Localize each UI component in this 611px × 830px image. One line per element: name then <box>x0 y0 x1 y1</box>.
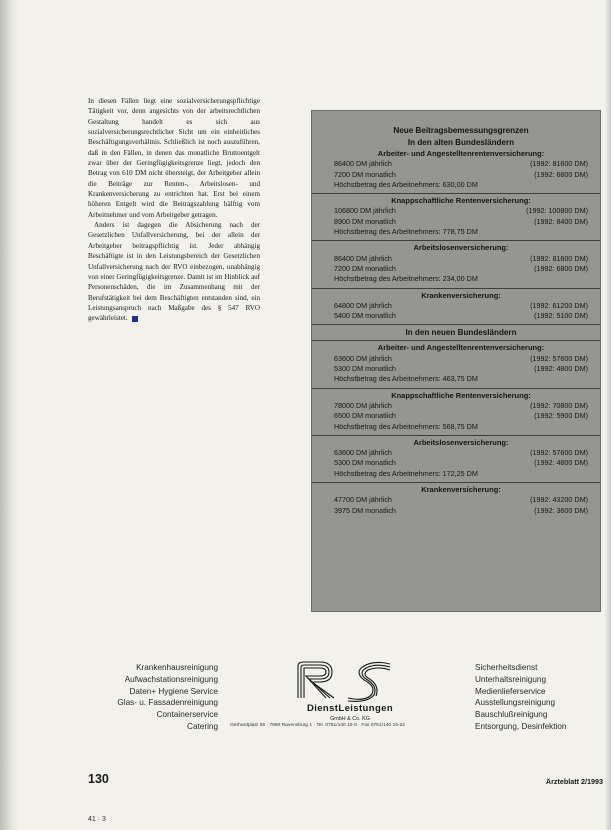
limit-value-previous: (1992: 6800 DM) <box>534 263 588 273</box>
limit-row <box>334 264 588 274</box>
limit-row <box>334 448 588 458</box>
region-divider <box>312 324 600 325</box>
ad-services-left <box>80 662 218 733</box>
contribution-limits-box <box>311 110 601 612</box>
limit-section <box>334 485 588 516</box>
limit-value-current: 3975 DM monatlich <box>334 505 396 515</box>
limit-value-previous: (1992: 43200 DM) <box>530 495 588 505</box>
ad-service-item: Aufwachstationsreinigung <box>124 674 218 684</box>
advertisement <box>80 656 605 746</box>
ad-brand-name: DienstLeistungen <box>306 703 394 714</box>
limit-row <box>334 170 588 180</box>
limit-value-previous: (1992: 3600 DM) <box>534 505 588 515</box>
limit-row <box>334 206 588 216</box>
limit-row <box>334 354 588 364</box>
ad-service-item: Catering <box>187 721 218 731</box>
limit-section <box>334 343 588 384</box>
page-gutter-shadow <box>0 0 18 830</box>
limit-section <box>334 149 588 190</box>
limit-value-current: 78000 DM jährlich <box>334 400 392 410</box>
section-divider <box>312 435 600 436</box>
section-divider <box>312 388 600 389</box>
page-number: 130 <box>88 772 109 786</box>
ad-services-right <box>475 662 603 733</box>
limit-row <box>334 506 588 516</box>
limit-section <box>334 291 588 322</box>
employee-max-amount: Höchstbetrag des Arbeitnehmers: 234,00 DM <box>334 274 478 284</box>
limit-value-current: 5400 DM monatlich <box>334 311 396 321</box>
employee-max-amount: Höchstbetrag des Arbeitnehmers: 172,25 DM <box>334 468 478 478</box>
limit-row <box>334 458 588 468</box>
ad-company-form: GmbH & Co. KG <box>330 716 370 722</box>
limit-value-current: 86400 DM jährlich <box>334 159 392 169</box>
body-paragraph-1: In diesen Fällen liegt eine sozialversicherungspflichtige Tätigkeit vor, denn angesichts von der arbeitsrechtlichen Gestaltung handelt es sich aus sozialversicherungsrechtlicher Sicht um ein einheitliches Beschäftigungsverhältnis. Schließlich ist noch auszuführen, daß in den Fällen, in denen das monatliche Bruttoentgelt zwar über der Geringfügigkeitsgrenze liegt, jedoch den Betrag von 610 DM nicht übersteigt, der Arbeitgeber allein die Beiträge zur Renten-, Arbeitslosen- und Krankenversicherung zu entrichten hat. Erst bei einem höheren Entgelt wird die Beitragszahlung hälftig vom Arbeitnehmer und vom Arbeitgeber getragen. <box>88 97 260 219</box>
limit-row <box>334 254 588 264</box>
ad-service-item: Unterhaltsreinigung <box>475 674 547 684</box>
employee-max-amount: Höchstbetrag des Arbeitnehmers: 630,00 DM <box>334 179 478 189</box>
ad-service-item: Entsorgung, Desinfektion <box>475 721 567 731</box>
ad-address: Gerhardplatz 55 · 7980 Ravensburg 1 · Tel. 0751/140 15-0 · Fax 0751/140 15-22 <box>230 723 405 728</box>
employee-max-amount: Höchstbetrag des Arbeitnehmers: 463,75 DM <box>334 374 478 384</box>
ad-service-item: Bauschlußreinigung <box>475 710 548 720</box>
limit-section <box>334 196 588 237</box>
limit-section <box>334 438 588 479</box>
limit-value-current: 47700 DM jährlich <box>334 495 392 505</box>
box-title: Neue Beitragsbemessungsgrenzen <box>393 125 529 135</box>
limit-row <box>334 301 588 311</box>
limit-value-previous: (1992: 8400 DM) <box>534 216 588 226</box>
employee-max-amount: Höchstbetrag des Arbeitnehmers: 568,75 DM <box>334 421 478 431</box>
limit-value-current: 63600 DM jährlich <box>334 448 392 458</box>
limit-row <box>334 217 588 227</box>
limit-value-current: 86400 DM jährlich <box>334 253 392 263</box>
limit-value-previous: (1992: 5100 DM) <box>534 311 588 321</box>
limit-value-current: 7200 DM monatlich <box>334 169 396 179</box>
limit-value-previous: (1992: 6800 DM) <box>534 169 588 179</box>
limit-section-title: Krankenversicherung: <box>421 290 501 300</box>
limit-value-previous: (1992: 4800 DM) <box>534 458 588 468</box>
limit-value-current: 5300 DM monatlich <box>334 458 396 468</box>
ad-service-item: Krankenhausreinigung <box>136 663 218 672</box>
ad-service-item: Glas- u. Fassadenreinigung <box>117 698 218 708</box>
limit-value-current: 8900 DM monatlich <box>334 216 396 226</box>
limit-section-title: Knappschaftliche Rentenversicherung: <box>391 196 531 206</box>
footer-mark: 41 · 3 <box>88 816 106 823</box>
limit-value-current: 7200 DM monatlich <box>334 263 396 273</box>
section-divider <box>312 240 600 241</box>
employee-max-amount: Höchstbetrag des Arbeitnehmers: 778,75 DM <box>334 227 478 237</box>
region-heading-old-states: In den alten Bundesländern <box>407 138 515 147</box>
ad-logo-block <box>230 658 470 722</box>
limit-row <box>334 411 588 421</box>
new-states-sections <box>334 343 588 515</box>
limit-value-previous: (1992: 57600 DM) <box>530 448 588 458</box>
limit-value-current: 64800 DM jährlich <box>334 300 392 310</box>
ad-service-item: Medienlieferservice <box>475 686 546 696</box>
limit-section-title: Knappschaftliche Rentenversicherung: <box>391 390 531 400</box>
rs-logo-icon <box>290 658 410 702</box>
body-paragraph-2 <box>88 220 260 323</box>
limit-value-previous: (1992: 4800 DM) <box>534 364 588 374</box>
limit-row <box>334 495 588 505</box>
section-divider <box>312 288 600 289</box>
limit-value-previous: (1992: 81600 DM) <box>530 159 588 169</box>
ad-service-item: Daten+ Hygiene Service <box>129 686 218 696</box>
limit-section-title: Arbeiter- und Angestelltenrentenversicherung: <box>377 343 545 353</box>
issue-reference: Ärzteblatt 2/1993 <box>545 777 603 786</box>
limit-section-title: Arbeiter- und Angestelltenrentenversicherung: <box>377 149 545 158</box>
section-divider <box>312 482 600 483</box>
body-text-column <box>88 96 260 324</box>
limit-row <box>334 364 588 374</box>
limit-value-current: 106800 DM jährlich <box>334 206 396 216</box>
ad-service-item: Ausstellungsreinigung <box>475 698 556 708</box>
limit-value-previous: (1992: 5900 DM) <box>534 411 588 421</box>
limit-section <box>334 243 588 284</box>
limit-section-title: Arbeitslosenversicherung: <box>413 243 509 253</box>
limit-value-previous: (1992: 81600 DM) <box>530 253 588 263</box>
body-paragraph-2-text: Anders ist dagegen die Absicherung nach der Gesetzlichen Unfallversicherung, bei der allein der Arbeitgeber beitragspflichtig ist. Jeder abhängig Beschäftigte ist in den Leistungsbereich der Gesetzlichen Unfallversicherung nach der RVO einbezogen, unabhängig von einer Geringfügigkeitsgrenze. Damit ist im Hinblick auf Personenschäden, die im Zusammenhang mit der Berufstätigkeit bei dem Beschäftigten entstanden sind, ein Leistungsanspruch nach Maßgabe des § 547 RVO gewährleistet. <box>88 221 260 323</box>
section-divider <box>312 193 600 194</box>
page-edge-shadow <box>605 0 611 830</box>
limit-value-previous: (1992: 100800 DM) <box>526 206 588 216</box>
limit-value-previous: (1992: 70800 DM) <box>530 400 588 410</box>
ad-service-item: Sicherheitsdienst <box>475 663 538 672</box>
limit-value-current: 6500 DM monatlich <box>334 411 396 421</box>
old-states-sections <box>334 149 588 321</box>
limit-section-title: Arbeitslosenversicherung: <box>413 437 509 447</box>
limit-value-current: 63600 DM jährlich <box>334 353 392 363</box>
limit-value-current: 5300 DM monatlich <box>334 364 396 374</box>
end-of-article-marker-icon <box>132 316 138 322</box>
limit-section <box>334 391 588 432</box>
ad-service-item: Containerservice <box>156 710 218 720</box>
limit-row <box>334 401 588 411</box>
region-heading-new-states: In den neuen Bundesländern <box>405 328 517 338</box>
limit-row <box>334 159 588 169</box>
limit-section-title: Krankenversicherung: <box>421 485 501 495</box>
limit-value-previous: (1992: 57600 DM) <box>530 353 588 363</box>
limit-value-previous: (1992: 61200 DM) <box>530 300 588 310</box>
region-divider <box>312 340 600 341</box>
limit-row <box>334 311 588 321</box>
